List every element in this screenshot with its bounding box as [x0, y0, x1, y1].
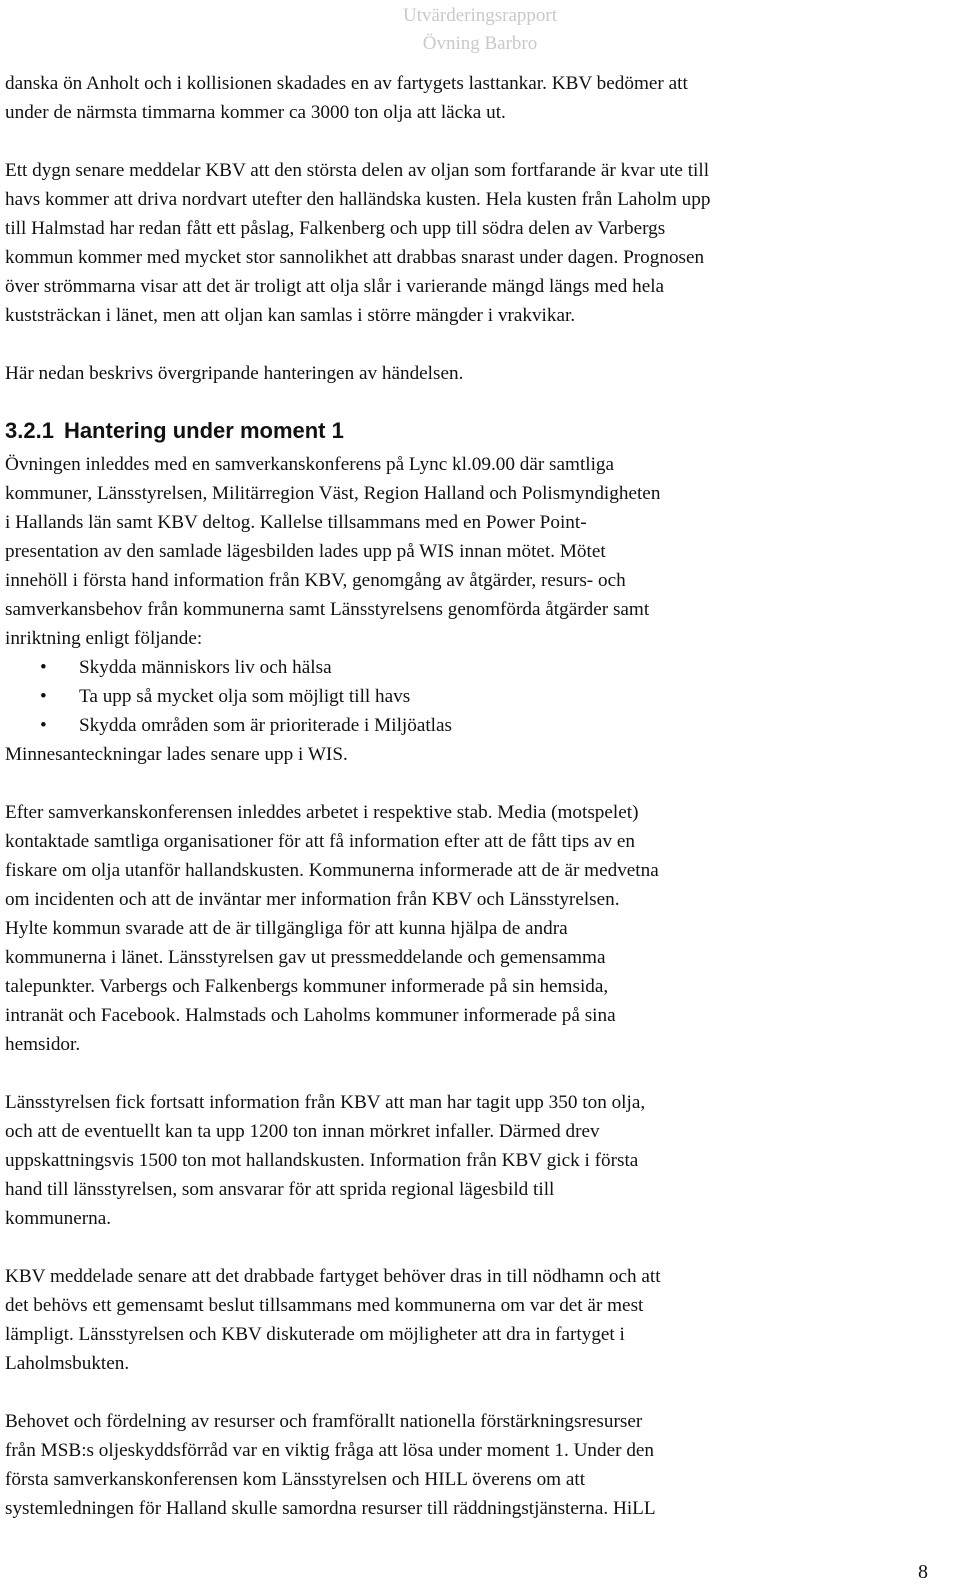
list-item [5, 653, 930, 682]
paragraph-oil-drift: Ett dygn senare meddelar KBV att den största delen av oljan som fortfarande är kvar ute till havs kommer att driva nordvart utefter den halländska kusten. Hela kusten från Laholm upp till Halmstad har redan fått ett påslag, Falkenberg och upp till södra delen av Varbergs kommun kommer med mycket stor sannolikhet att drabbas snarast under dagen. Prognosen över strömmarna visar att det är troligt att olja slår i varierande mängd längs med hela kuststräckan i länet, men att oljan kan samlas i större mängder i vrakvikar. [5, 160, 711, 326]
list-item-text: Skydda människors liv och hälsa [79, 657, 332, 678]
paragraph-resources: Behovet och fördelning av resurser och framförallt nationella förstärkningsresurser från MSB:s oljeskyddsförråd var en viktig fråga att lösa under moment 1. Under den första samverkanskonferensen kom Länsstyrelsen och HILL överens om att systemledningen för Halland skulle samordna resurser till räddningstjänsterna. HiLL [5, 1411, 656, 1519]
list-item-text: Skydda områden som är prioriterade i Miljöatlas [79, 715, 452, 736]
paragraph-media-work: Efter samverkanskonferensen inleddes arbetet i respektive stab. Media (motspelet) kontaktade samtliga organisationer för att få information efter att de fått tips av en fiskare om olja utanför hallandskusten. Kommunerna informerade att de är medvetna om incidenten och att de inväntar mer information från KBV och Länsstyrelsen. Hylte kommun svarade att de är tillgängliga för att kunna hjälpa de andra kommunerna i länet. Länsstyrelsen gav ut pressmeddelande och gemensamma talepunkter. Varbergs och Falkenbergs kommuner informerade på sin hemsida, intranät och Facebook. Halmstads och Laholms kommuner informerade på sina hemsidor. [5, 802, 659, 1055]
section-heading [5, 416, 930, 446]
document-body [5, 69, 930, 1523]
page-header [375, 2, 585, 58]
bullet-icon: • [40, 715, 47, 736]
paragraph-anholt-collision: danska ön Anholt och i kollisionen skadades en av fartygets lasttankar. KBV bedömer att under de närmsta timmarna kommer ca 3000 ton olja att läcka ut. [5, 73, 688, 123]
paragraph-conference: Övningen inleddes med en samverkanskonferens på Lync kl.09.00 där samtliga kommuner, Länsstyrelsen, Militärregion Väst, Region Halland och Polismyndigheten i Hallands län samt KBV deltog. Kallelse tillsammans med en Power Point- presentation av den samlade lägesbilden lades upp på WIS innan mötet. Mötet innehöll i första hand information från KBV, genomgång av åtgärder, resurs- och samverkansbehov från kommunerna samt Länsstyrelsens genomförda åtgärder samt inriktning enligt följande: [5, 454, 661, 649]
bullet-icon: • [40, 686, 47, 707]
paragraph-intro-handling: Här nedan beskrivs övergripande hanteringen av händelsen. [5, 363, 464, 384]
paragraph-oil-collected: Länsstyrelsen fick fortsatt information från KBV att man har tagit upp 350 ton olja, och att de eventuellt kan ta upp 1200 ton innan mörkret infaller. Därmed drev uppskattningsvis 1500 ton mot hallandskusten. Information från KBV gick i första hand till länsstyrelsen, som ansvarar för att sprida regional lägesbild till kommunerna. [5, 1092, 646, 1229]
list-item-text: Ta upp så mycket olja som möjligt till havs [79, 686, 411, 707]
page-number: 8 [918, 1561, 928, 1583]
paragraph-minutes: Minnesanteckningar lades senare upp i WIS. [5, 744, 348, 765]
list-item [5, 682, 930, 711]
section-number: 3.2.1 [5, 418, 54, 443]
list-item [5, 711, 930, 740]
bullet-icon: • [40, 657, 47, 678]
priority-list [5, 653, 930, 740]
section-title: Hantering under moment 1 [63, 418, 344, 443]
paragraph-emergency-harbour: KBV meddelade senare att det drabbade fartyget behöver dras in till nödhamn och att det behövs ett gemensamt beslut tillsammans med kommunerna om var det är mest lämpligt. Länsstyrelsen och KBV diskuterade om möjligheter att dra in fartyget i Laholmsbukten. [5, 1266, 661, 1374]
header-exercise-name: Övning Barbro [422, 33, 538, 54]
header-report-title: Utvärderingsrapport [402, 5, 558, 26]
